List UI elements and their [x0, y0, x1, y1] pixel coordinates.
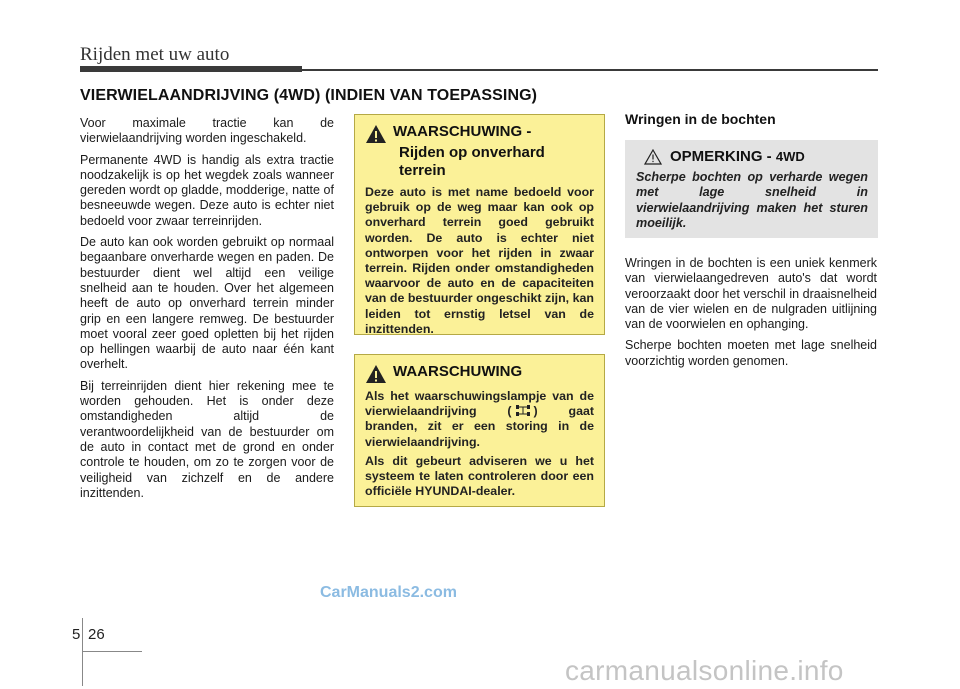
note-title-suffix: 4WD — [775, 149, 805, 164]
left-column — [80, 116, 334, 507]
warning-body — [365, 389, 594, 499]
4wd-indicator-icon — [515, 404, 531, 417]
paragraph: Scherpe bochten moeten met lage snelheid voorzichtig worden genomen. — [625, 338, 877, 368]
warning-text-part: ) gaat branden, zit er een storing in de vierwielaandrijving. — [365, 404, 594, 449]
warning-title: WAARSCHUWING — [393, 363, 523, 380]
warning-body — [365, 185, 594, 337]
warning-triangle-icon — [365, 124, 387, 144]
footer-divider-vertical — [82, 618, 83, 686]
paragraph: Bij terreinrijden dient hier rekening mee te worden gehouden. Het is onder deze omstandigheden altijd de verantwoordelijkheid van de bestuurder om de auto in contact met de grond en onder controle te houden, om zo te zorgen voor de veiligheid van zichzelf en de andere inzittenden. — [80, 378, 334, 500]
warning-text-part: Als het waarschuwingslampje van de vierwielaandrijving ( — [365, 389, 594, 419]
warning-box-4wd-light — [354, 354, 605, 507]
note-header — [644, 148, 868, 165]
paragraph: Voor maximale tractie kan de vierwielaandrijving worden ingeschakeld. — [80, 116, 334, 146]
warning-text: Als dit gebeurt adviseren we u het systeem te laten controleren door een officiële HYUNDAI-dealer. — [365, 453, 594, 499]
warning-triangle-icon — [365, 364, 387, 384]
warning-header — [365, 363, 594, 384]
note-triangle-icon — [644, 149, 662, 165]
paragraph: De auto kan ook worden gebruikt op normaal begaanbare onverharde wegen en paden. De bestuurder dient wel altijd een veilige snelheid aan te houden. Over het algemeen heeft de auto op onverhard terrein minder grip en een langere remweg. De bestuurder moet vooral zeer goed opletten bij het rijden op hellingen waarbij de auto naar één kant overhelt. — [80, 235, 334, 372]
paragraph: Wringen in de bochten is een uniek kenmerk van vierwielaangedreven auto's dat wordt veroorzaakt door het verschil in draaisnelheid van de vier wielen en de nulgraden uitlijning van de voorwielen en ophanging. — [625, 256, 877, 332]
section-title: VIERWIELAANDRIJVING (4WD) (INDIEN VAN TOEPASSING) — [80, 87, 538, 104]
page-number: 26 — [88, 626, 105, 643]
chapter-number: 5 — [72, 626, 81, 643]
warning-header — [365, 123, 594, 144]
subsection-heading: Wringen in de bochten — [625, 111, 776, 127]
note-body: Scherpe bochten op verharde wegen met lage snelheid in vierwielaandrijving maken het sturen moeilijk. — [636, 170, 868, 230]
note-title-main: OPMERKING - — [670, 148, 776, 165]
warning-subtitle: Rijden op onverhard terrein — [399, 144, 545, 179]
note-title — [670, 148, 805, 165]
warning-title: WAARSCHUWING - — [393, 123, 532, 140]
warning-text: Deze auto is met name bedoeld voor gebruik op de weg maar kan ook op onverhard terrein goed gebruikt worden. De auto is echter niet ontworpen voor het rijden in zwaar terrein. Rijden onder omstandigheden waarvoor de auto en de capaciteiten van de bestuurder ongeschikt zijn, kan leiden tot ernstig letsel van de inzittenden. — [365, 185, 594, 336]
watermark-left: CarManuals2.com — [320, 584, 457, 601]
watermark-right: carmanualsonline.info — [565, 655, 844, 686]
footer-divider-horizontal — [82, 651, 142, 652]
warning-box-offroad — [354, 114, 605, 335]
header-bar-thin — [302, 69, 878, 71]
note-box — [625, 140, 878, 238]
right-column — [625, 256, 877, 375]
header-bar-thick — [80, 66, 302, 72]
paragraph: Permanente 4WD is handig als extra tractie noodzakelijk is op het wegdek zoals wanneer gereden wordt op gladde, modderige, natte of besneeuwde wegen. Deze auto is echter niet bedoeld voor zwaar terreinrijden. — [80, 152, 334, 228]
warning-text — [365, 389, 594, 450]
chapter-header-title: Rijden met uw auto — [80, 44, 230, 65]
